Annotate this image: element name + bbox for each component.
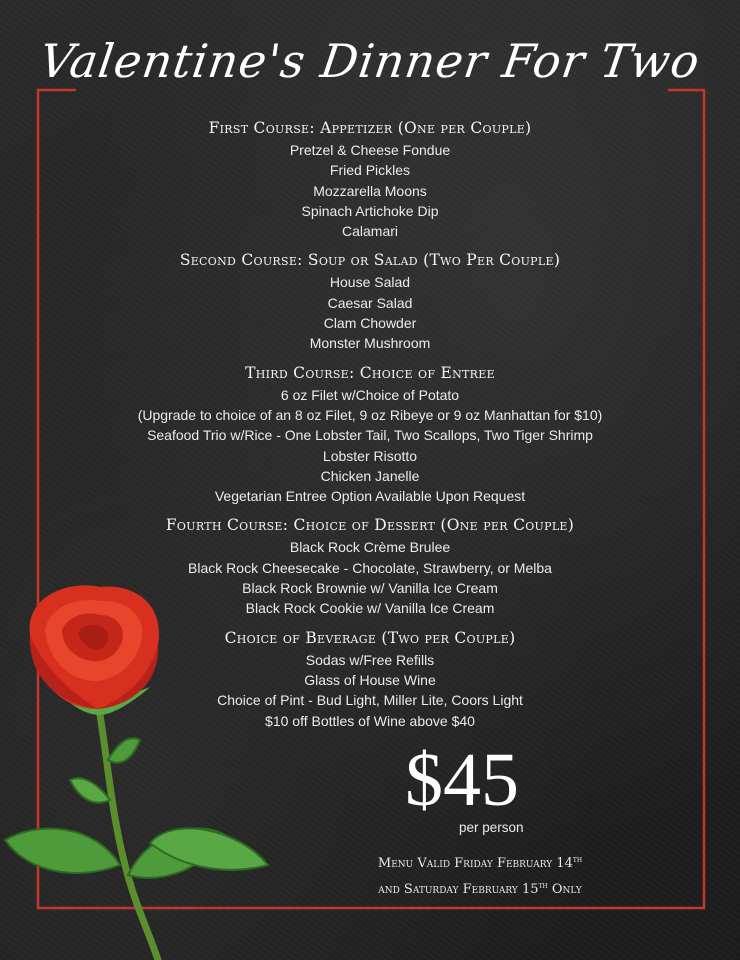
course-section <box>40 118 700 241</box>
menu-item: Mozzarella Moons <box>313 182 427 199</box>
menu-item: Spinach Artichoke Dip <box>301 202 439 219</box>
menu-item: Fried Pickles <box>329 162 411 179</box>
menu-item: Lobster Risotto <box>322 447 418 464</box>
validity-note <box>330 849 630 901</box>
price-block <box>405 738 555 835</box>
rose-leaf <box>108 738 140 762</box>
menu-item: Monster Mushroom <box>309 335 431 352</box>
menu-item: Black Rock Crème Brulee <box>289 539 451 556</box>
validity-line2-suffix: Only <box>547 882 582 897</box>
validity-line2-sup: th <box>538 881 548 890</box>
menu-item: Black Rock Cookie w/ Vanilla Ice Cream <box>245 600 495 617</box>
menu-item: Vegetarian Entree Option Available Upon Request <box>214 488 526 505</box>
course-title: Second Course: Soup or Salad (Two Per Couple) <box>179 251 561 270</box>
menu-item: Chicken Janelle <box>320 467 420 484</box>
rose-leaf <box>70 778 110 802</box>
price-unit: per person <box>459 820 524 835</box>
course-title: Third Course: Choice of Entree <box>245 363 495 382</box>
validity-line1-sup: th <box>572 855 583 864</box>
course-title: Fourth Course: Choice of Dessert (One per Couple) <box>165 516 575 535</box>
menu-item: Sodas w/Free Refills <box>305 651 435 668</box>
menu-item: Seafood Trio w/Rice - One Lobster Tail, Two Scallops, Two Tiger Shrimp <box>147 427 593 444</box>
rose-leaf <box>5 829 120 873</box>
price: $45 <box>405 738 519 822</box>
menu-item: Black Rock Brownie w/ Vanilla Ice Cream <box>242 580 498 597</box>
validity-line2: and Saturday February 15 <box>378 882 539 897</box>
menu-item: Black Rock Cheesecake - Chocolate, Strawberry, or Melba <box>188 559 552 576</box>
menu-item: Pretzel & Cheese Fondue <box>289 142 451 158</box>
menu-item: Choice of Pint - Bud Light, Miller Lite, Coors Light <box>217 692 523 709</box>
menu-item: House Salad <box>329 274 411 291</box>
menu-item: Calamari <box>341 223 398 240</box>
red-rose-illustration <box>0 575 280 960</box>
menu-item: Caesar Salad <box>327 294 413 311</box>
course-section <box>40 363 700 507</box>
menu-item: Glass of House Wine <box>304 671 436 688</box>
validity-line1: Menu Valid Friday February 14 <box>377 856 573 871</box>
course-title: First Course: Appetizer (One per Couple) <box>208 119 532 137</box>
course-title: Choice of Beverage (Two per Couple) <box>224 628 516 647</box>
page-title: Valentine's Dinner For Two <box>36 34 704 88</box>
menu-item: Clam Chowder <box>323 315 417 332</box>
menu-item: 6 oz Filet w/Choice of Potato <box>280 386 460 403</box>
menu-item: $10 off Bottles of Wine above $40 <box>265 712 475 729</box>
course-section <box>40 250 700 353</box>
menu-item: (Upgrade to choice of an 8 oz Filet, 9 oz Ribeye or 9 oz Manhattan for $10) <box>137 406 603 423</box>
